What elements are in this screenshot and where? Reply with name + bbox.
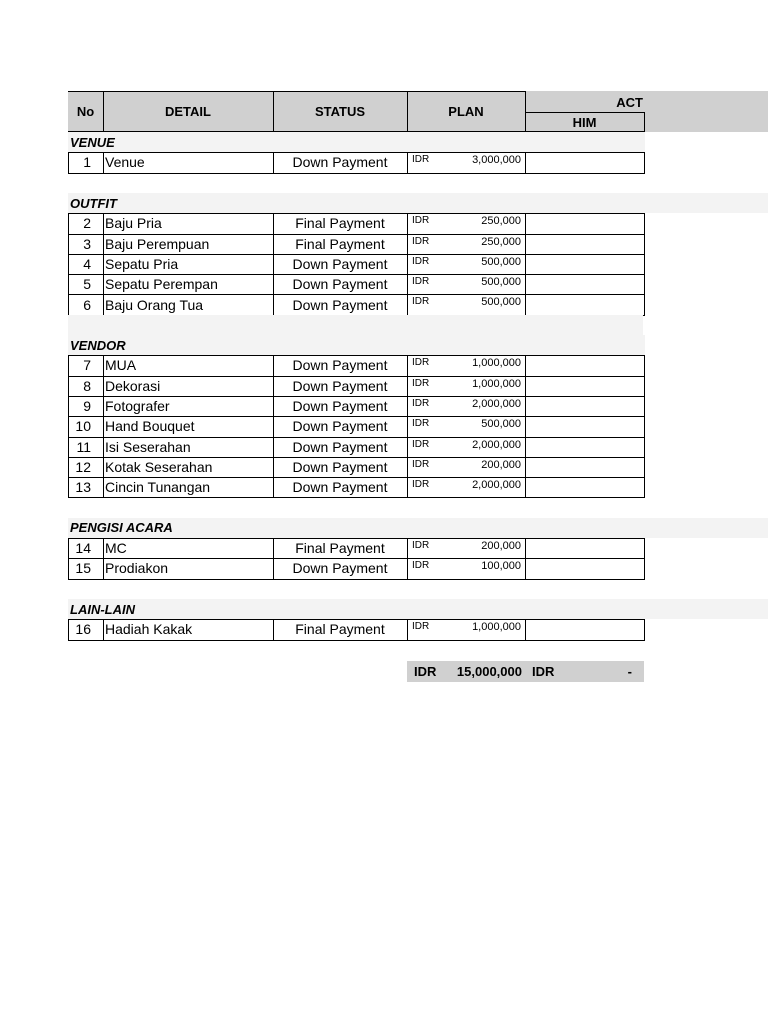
row-amount: 250,000: [481, 215, 521, 228]
header-divider: [103, 91, 104, 132]
header-plan: PLAN: [448, 104, 484, 119]
header-divider: [273, 91, 274, 132]
row-currency: IDR: [412, 377, 430, 389]
row-detail: Sepatu Perempan: [105, 276, 218, 293]
column-divider: [68, 152, 69, 173]
header-divider: [644, 112, 645, 132]
row-currency: IDR: [412, 255, 430, 267]
row-status: Down Payment: [292, 438, 388, 455]
section-title: LAIN-LAIN: [70, 601, 135, 617]
row-status: Down Payment: [292, 560, 388, 577]
header-border-top: [68, 91, 525, 92]
column-divider: [644, 355, 645, 498]
row-amount: 1,000,000: [472, 621, 521, 634]
column-divider: [103, 538, 104, 580]
column-divider: [103, 619, 104, 640]
row-amount: 500,000: [481, 255, 521, 268]
row-amount: 200,000: [481, 458, 521, 471]
section-title: PENGISI ACARA: [70, 520, 173, 536]
row-no: 5: [83, 276, 91, 293]
column-divider: [68, 213, 69, 316]
row-currency: IDR: [412, 458, 430, 470]
column-divider: [68, 619, 69, 640]
column-divider: [68, 538, 69, 580]
row-detail: Baju Orang Tua: [105, 296, 204, 313]
row-currency: IDR: [412, 397, 430, 409]
total-act-amount: -: [627, 664, 632, 679]
column-divider: [273, 619, 274, 640]
row-currency: IDR: [412, 154, 430, 166]
row-detail: Hadiah Kakak: [105, 621, 193, 638]
row-no: 16: [75, 621, 91, 638]
column-divider: [103, 355, 104, 498]
row-detail: Baju Pria: [105, 215, 162, 232]
column-divider: [644, 152, 645, 173]
row-status: Down Payment: [292, 154, 388, 171]
row-detail: Cincin Tunangan: [105, 479, 211, 496]
row-detail: Dekorasi: [105, 377, 161, 394]
column-divider: [407, 355, 408, 498]
row-border-bottom: [68, 497, 645, 498]
row-amount: 3,000,000: [472, 154, 521, 167]
row-no: 1: [83, 154, 91, 171]
row-no: 4: [83, 255, 91, 272]
row-amount: 500,000: [481, 418, 521, 431]
row-border-bottom: [68, 173, 645, 174]
row-amount: 250,000: [481, 235, 521, 248]
row-currency: IDR: [412, 479, 430, 491]
column-divider: [525, 355, 526, 498]
header-border-act: [525, 112, 645, 113]
row-currency: IDR: [412, 235, 430, 247]
row-detail: Venue: [105, 154, 145, 171]
row-amount: 2,000,000: [472, 397, 521, 410]
row-no: 7: [83, 357, 91, 374]
row-currency: IDR: [412, 621, 430, 633]
row-detail: MC: [105, 540, 127, 557]
row-amount: 1,000,000: [472, 357, 521, 370]
row-border-bottom: [68, 640, 645, 641]
row-amount: 200,000: [481, 540, 521, 552]
row-status: Down Payment: [292, 418, 388, 435]
column-divider: [644, 619, 645, 640]
column-divider: [525, 152, 526, 173]
row-status: Down Payment: [292, 458, 388, 475]
row-detail: Hand Bouquet: [105, 418, 195, 435]
row-amount: 2,000,000: [472, 438, 521, 451]
column-divider: [525, 619, 526, 640]
row-currency: IDR: [412, 276, 430, 288]
row-no: 10: [75, 418, 91, 435]
section-title: VENDOR: [70, 337, 126, 353]
column-divider: [273, 213, 274, 316]
total-plan-currency: IDR: [414, 664, 437, 679]
section-title: VENUE: [70, 134, 115, 150]
row-no: 9: [83, 398, 91, 415]
row-amount: 1,000,000: [472, 377, 521, 390]
column-divider: [273, 538, 274, 580]
column-divider: [103, 213, 104, 316]
row-detail: Kotak Seserahan: [105, 458, 213, 475]
row-amount: 500,000: [481, 276, 521, 289]
row-currency: IDR: [412, 540, 430, 551]
row-no: 6: [83, 296, 91, 313]
row-detail: Isi Seserahan: [105, 438, 191, 455]
column-divider: [525, 538, 526, 580]
row-no: 8: [83, 377, 91, 394]
row-detail: Baju Perempuan: [105, 235, 210, 252]
row-status: Final Payment: [295, 621, 385, 638]
row-no: 13: [75, 479, 91, 496]
row-status: Final Payment: [295, 215, 385, 232]
row-status: Down Payment: [292, 357, 388, 374]
column-divider: [644, 213, 645, 316]
row-no: 12: [75, 458, 91, 475]
row-status: Down Payment: [292, 276, 388, 293]
column-divider: [68, 355, 69, 498]
section-title: OUTFIT: [70, 195, 117, 211]
row-detail: Sepatu Pria: [105, 255, 179, 272]
row-no: 14: [75, 540, 91, 557]
row-status: Final Payment: [295, 235, 385, 252]
column-divider: [273, 355, 274, 498]
column-divider: [644, 538, 645, 580]
row-amount: 100,000: [481, 560, 521, 573]
column-divider: [407, 619, 408, 640]
column-divider: [273, 152, 274, 173]
column-divider: [103, 152, 104, 173]
row-currency: IDR: [412, 357, 430, 369]
row-currency: IDR: [412, 560, 430, 572]
row-status: Down Payment: [292, 479, 388, 496]
row-currency: IDR: [412, 438, 430, 450]
header-him: HIM: [572, 114, 597, 130]
total-act-currency: IDR: [532, 664, 555, 679]
row-detail: MUA: [105, 357, 137, 374]
header-divider: [407, 91, 408, 132]
row-amount: 500,000: [481, 296, 521, 309]
row-currency: IDR: [412, 418, 430, 430]
total-plan-amount: 15,000,000: [456, 664, 522, 679]
row-no: 11: [76, 438, 91, 455]
row-no: 15: [75, 560, 91, 577]
row-status: Down Payment: [292, 255, 388, 272]
row-no: 3: [83, 235, 91, 252]
column-divider: [407, 152, 408, 173]
header-act: ACT: [616, 94, 643, 110]
row-detail: Fotografer: [105, 398, 170, 415]
column-divider: [525, 213, 526, 316]
row-currency: IDR: [412, 215, 430, 227]
header-status: STATUS: [314, 104, 366, 119]
gap-band: [68, 315, 643, 335]
row-border-bottom: [68, 579, 645, 580]
row-detail: Prodiakon: [105, 560, 169, 577]
header-divider: [525, 91, 526, 132]
column-divider: [407, 538, 408, 580]
row-status: Down Payment: [292, 398, 388, 415]
row-status: Final Payment: [295, 540, 385, 557]
row-status: Down Payment: [292, 377, 388, 394]
row-amount: 2,000,000: [472, 479, 521, 492]
header-detail: DETAIL: [165, 104, 211, 119]
row-status: Down Payment: [292, 296, 388, 313]
row-currency: IDR: [412, 296, 430, 308]
column-divider: [407, 213, 408, 316]
header-no: No: [76, 104, 95, 119]
row-no: 2: [83, 215, 91, 232]
